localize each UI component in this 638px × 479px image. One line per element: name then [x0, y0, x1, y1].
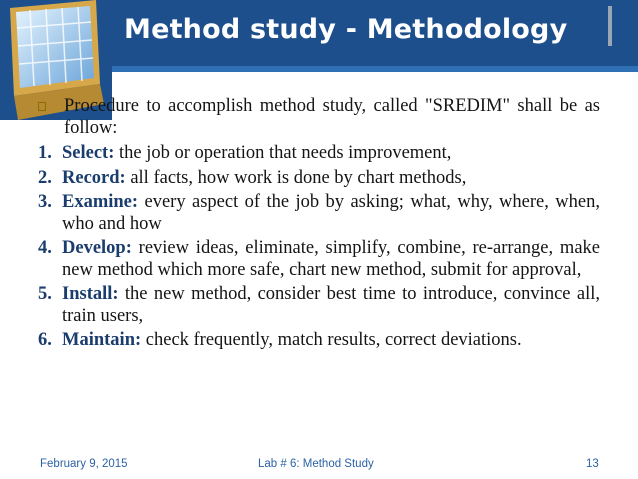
intro-paragraph	[38, 96, 600, 139]
step-text: every aspect of the job by asking; what, why, where, when, who and how	[62, 192, 600, 234]
step-name: Install:	[62, 284, 125, 304]
list-item-examine	[38, 192, 600, 235]
slide-body	[38, 96, 600, 355]
step-number: 2.	[38, 167, 52, 188]
corner-accent-bar	[608, 6, 612, 46]
step-number: 6.	[38, 330, 52, 350]
list-item-maintain	[38, 330, 600, 352]
step-number: 5.	[38, 284, 52, 304]
step-text: the new method, consider best time to introduce, convince all, train users,	[62, 284, 600, 326]
list-item-record	[38, 168, 600, 190]
step-text: check frequently, match results, correct deviations.	[145, 330, 522, 350]
slide-number: 13	[586, 458, 599, 470]
step-number: 4.	[38, 238, 52, 258]
step-name: Examine:	[62, 192, 145, 212]
slide-title: Method study - Methodology	[124, 14, 568, 45]
step-name: Select:	[62, 143, 120, 163]
footer-date: February 9, 2015	[40, 458, 128, 470]
step-text: review ideas, eliminate, simplify, combine, re-arrange, make new method which more safe, chart new method, submit for approval,	[62, 238, 600, 280]
intro-text: Procedure to accomplish method study, called "SREDIM" shall be as follow:	[64, 96, 600, 138]
square-bullet-icon	[38, 102, 46, 111]
step-text: the job or operation that needs improvement,	[119, 143, 452, 163]
sredim-steps-list	[38, 143, 600, 352]
step-number: 1.	[38, 143, 52, 163]
list-item-select	[38, 143, 600, 165]
list-item-install	[38, 284, 600, 327]
footer-center-title: Lab # 6: Method Study	[258, 458, 374, 470]
list-item-develop	[38, 238, 600, 281]
step-name: Develop:	[62, 238, 139, 258]
step-text: all facts, how work is done by chart methods,	[130, 167, 467, 188]
step-name: Record:	[62, 167, 131, 188]
step-name: Maintain:	[62, 330, 146, 350]
step-number: 3.	[38, 192, 52, 212]
